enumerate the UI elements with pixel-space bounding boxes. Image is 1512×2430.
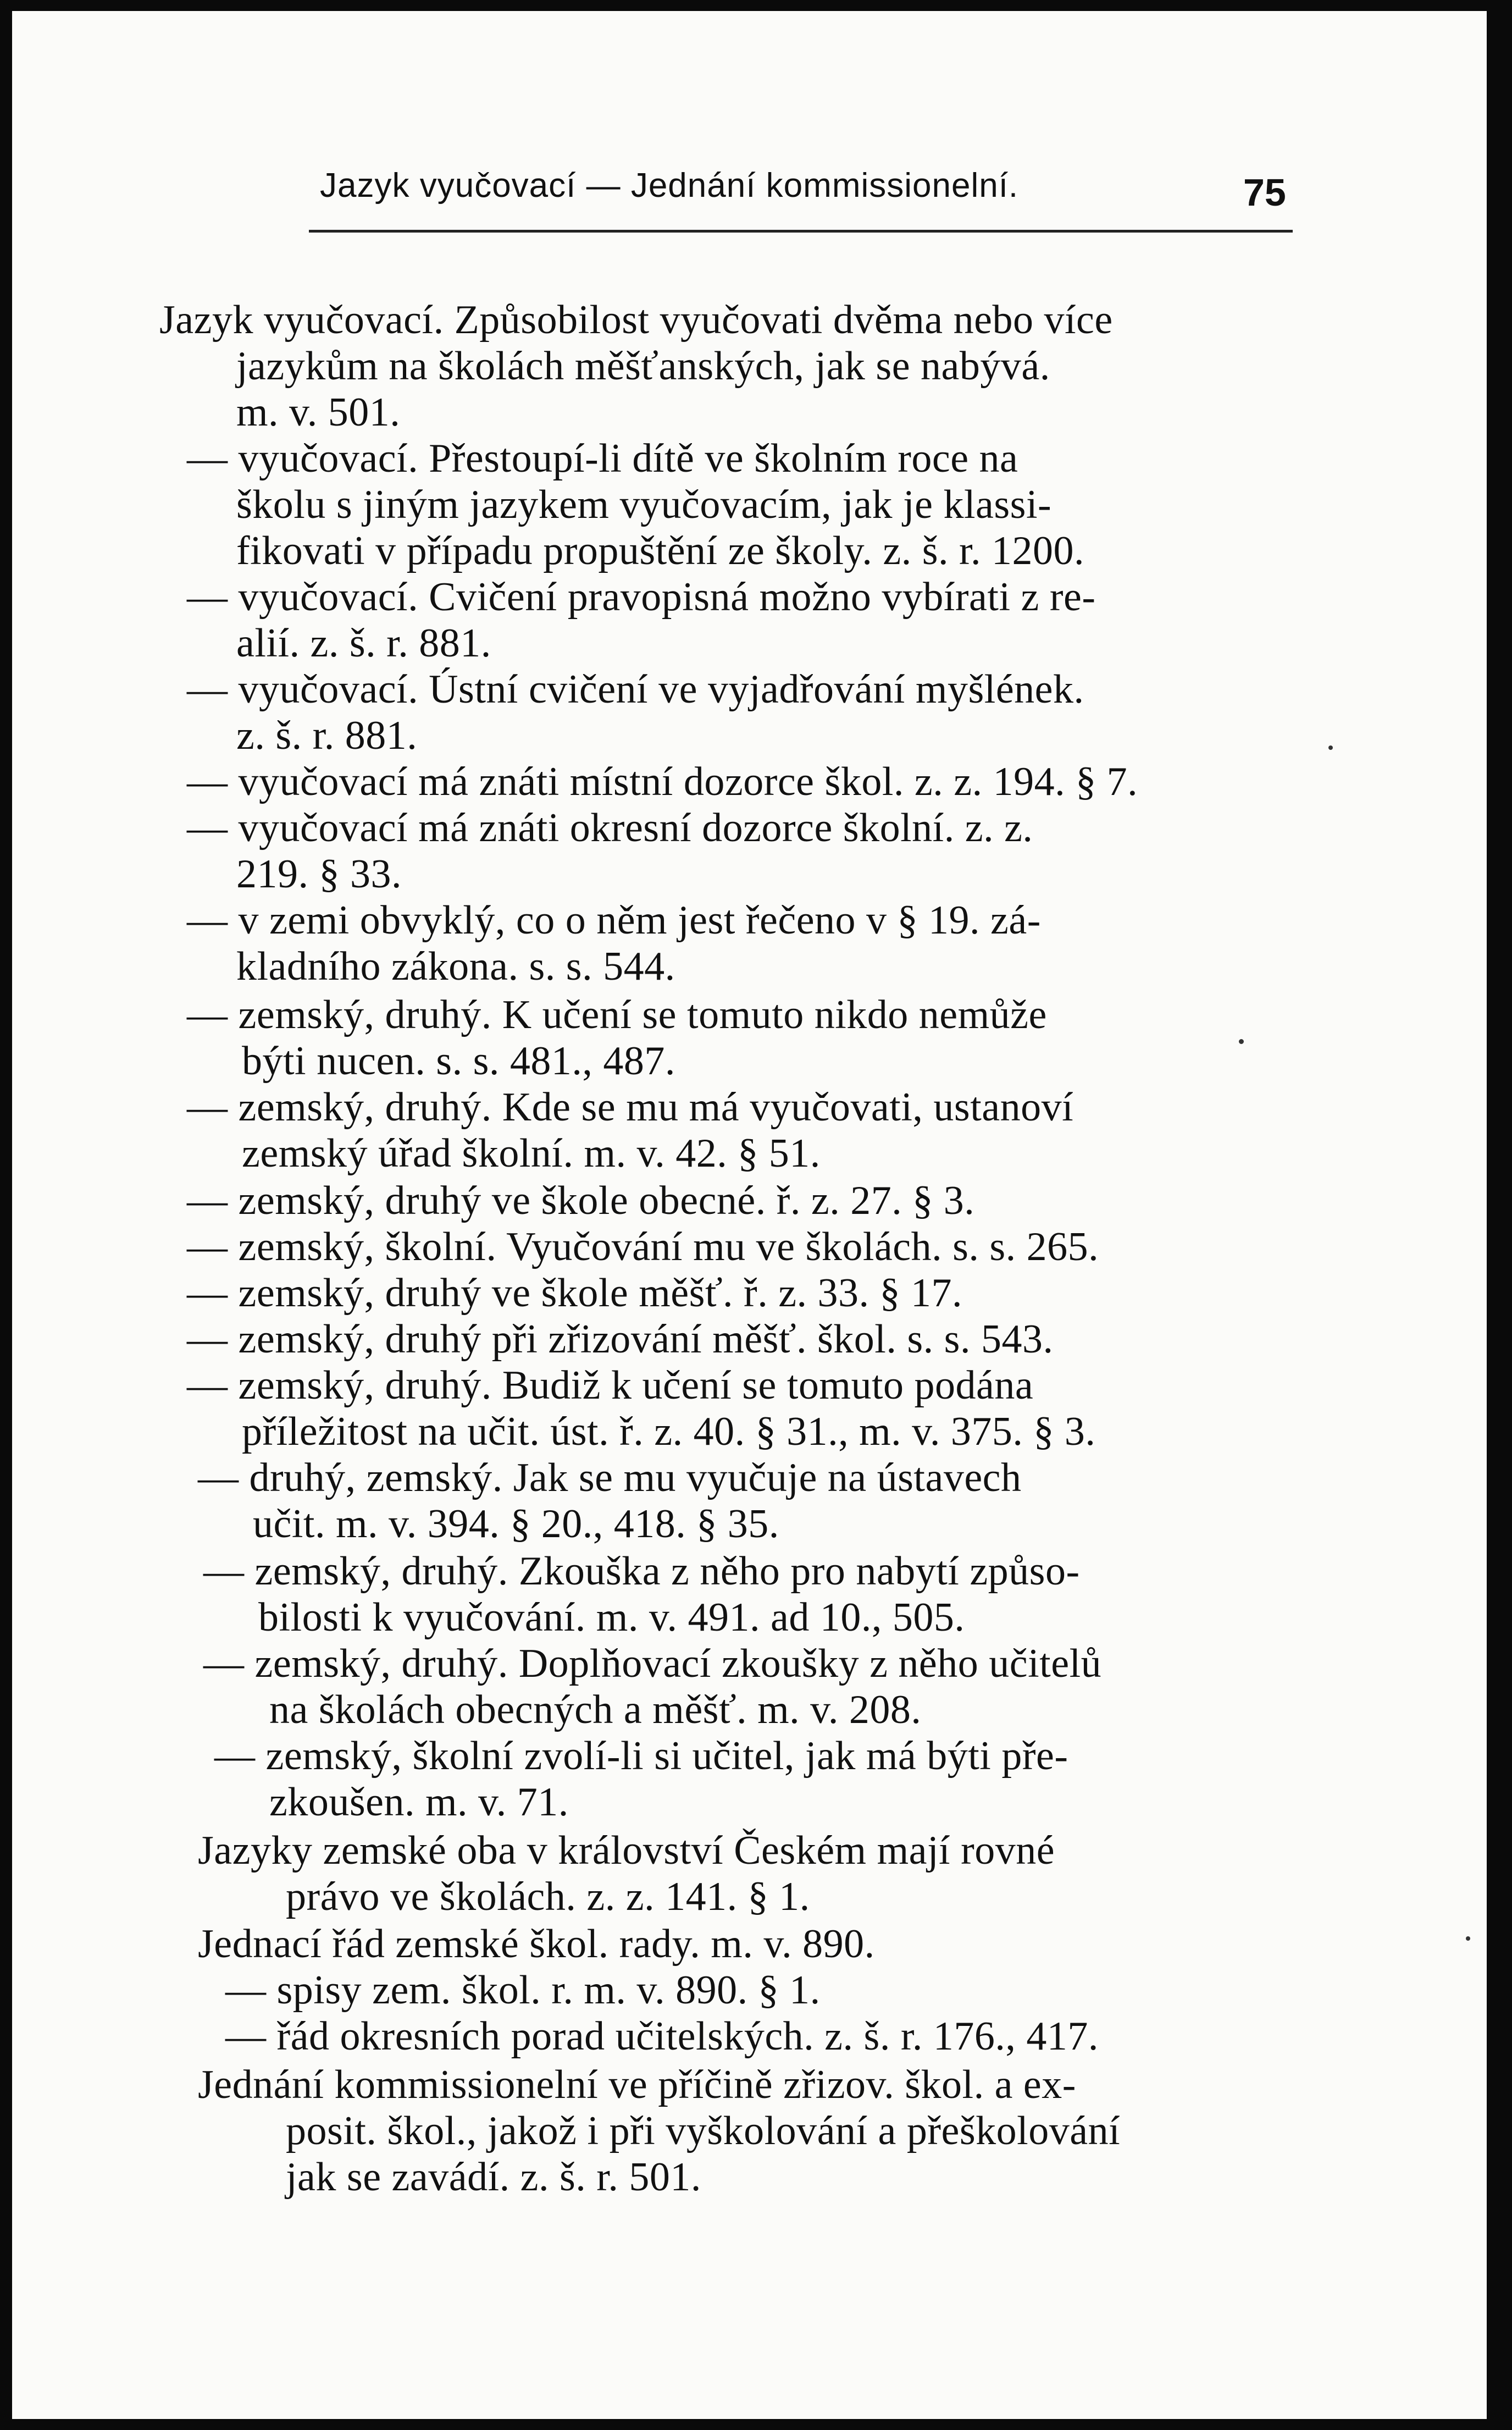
index-line: — vyučovací má znáti okresní dozorce školní. z. z. <box>187 805 1033 851</box>
index-line: Jednání kommissionelní ve příčině zřizov. škol. a ex- <box>198 2062 1076 2107</box>
index-line: bilosti k vyučování. m. v. 491. ad 10., 505. <box>258 1595 965 1640</box>
index-line: zkoušen. m. v. 71. <box>269 1780 569 1825</box>
index-entries <box>12 11 1487 2419</box>
scan-speck <box>1328 745 1333 750</box>
index-line: zemský úřad školní. m. v. 42. § 51. <box>242 1131 821 1176</box>
index-line: alií. z. š. r. 881. <box>236 621 491 666</box>
index-line: — v zemi obvyklý, co o něm jest řečeno v § 19. zá- <box>187 898 1041 943</box>
index-line: 219. § 33. <box>236 852 402 897</box>
index-line: Jazyk vyučovací. Způsobilost vyučovati dvěma nebo více <box>159 297 1113 343</box>
index-line: — zemský, druhý ve škole obecné. ř. z. 27. § 3. <box>187 1178 975 1223</box>
index-line: — vyučovací má znáti místní dozorce škol. z. z. 194. § 7. <box>187 759 1138 804</box>
index-line: m. v. 501. <box>236 390 401 435</box>
index-line: — zemský, druhý při zřizování měšť. škol. s. s. 543. <box>187 1317 1054 1362</box>
index-line: — druhý, zemský. Jak se mu vyučuje na ústavech <box>198 1455 1022 1500</box>
index-line: Jednací řád zemské škol. rady. m. v. 890. <box>198 1921 875 1967</box>
index-line: posit. škol., jakož i při vyškolování a přeškolování <box>286 2108 1121 2153</box>
running-head: Jazyk vyučovací — Jednání kommissionelní. <box>320 167 1019 205</box>
scan-speck <box>1239 1039 1244 1044</box>
index-line: — zemský, druhý. Zkouška z něho pro nabytí způso- <box>203 1549 1080 1594</box>
index-line: kladního zákona. s. s. 544. <box>236 944 675 989</box>
index-line: — zemský, druhý ve škole měšť. ř. z. 33. § 17. <box>187 1271 963 1316</box>
index-line: býti nucen. s. s. 481., 487. <box>242 1039 675 1084</box>
index-line: na školách obecných a měšť. m. v. 208. <box>269 1687 922 1732</box>
index-line: — zemský, školní. Vyučování mu ve školách. s. s. 265. <box>187 1224 1099 1269</box>
index-line: školu s jiným jazykem vyučovacím, jak je klassi- <box>236 482 1052 527</box>
index-line: — zemský, druhý. K učení se tomuto nikdo nemůže <box>187 992 1047 1037</box>
index-line: učit. m. v. 394. § 20., 418. § 35. <box>253 1501 779 1547</box>
index-line: jazykům na školách měšťanských, jak se nabývá. <box>236 344 1050 389</box>
index-line: — zemský, školní zvolí-li si učitel, jak má býti pře- <box>214 1733 1068 1779</box>
book-page <box>12 11 1487 2419</box>
index-line: — vyučovací. Cvičení pravopisná možno vybírati z re- <box>187 575 1096 620</box>
index-line: příležitost na učit. úst. ř. z. 40. § 31., m. v. 375. § 3. <box>242 1409 1096 1454</box>
scan-speck <box>1466 1936 1470 1941</box>
page-number: 75 <box>1243 171 1286 214</box>
index-line: — zemský, druhý. Doplňovací zkoušky z něho učitelů <box>203 1641 1102 1686</box>
index-line: jak se zavádí. z. š. r. 501. <box>286 2155 701 2200</box>
index-line: — vyučovací. Ústní cvičení ve vyjadřování myšlének. <box>187 667 1084 712</box>
index-line: fikovati v případu propuštění ze školy. z. š. r. 1200. <box>236 528 1085 573</box>
index-line: z. š. r. 881. <box>236 713 418 758</box>
index-line: — vyučovací. Přestoupí-li dítě ve školním roce na <box>187 436 1018 481</box>
index-line: — spisy zem. škol. r. m. v. 890. § 1. <box>225 1968 821 2013</box>
index-line: — zemský, druhý. Kde se mu má vyučovati, ustanoví <box>187 1085 1074 1130</box>
index-line: — zemský, druhý. Budiž k učení se tomuto podána <box>187 1363 1034 1408</box>
index-line: Jazyky zemské oba v království Českém mají rovné <box>198 1828 1055 1873</box>
index-line: právo ve školách. z. z. 141. § 1. <box>286 1874 810 1919</box>
index-line: — řád okresních porad učitelských. z. š. r. 176., 417. <box>225 2014 1099 2059</box>
